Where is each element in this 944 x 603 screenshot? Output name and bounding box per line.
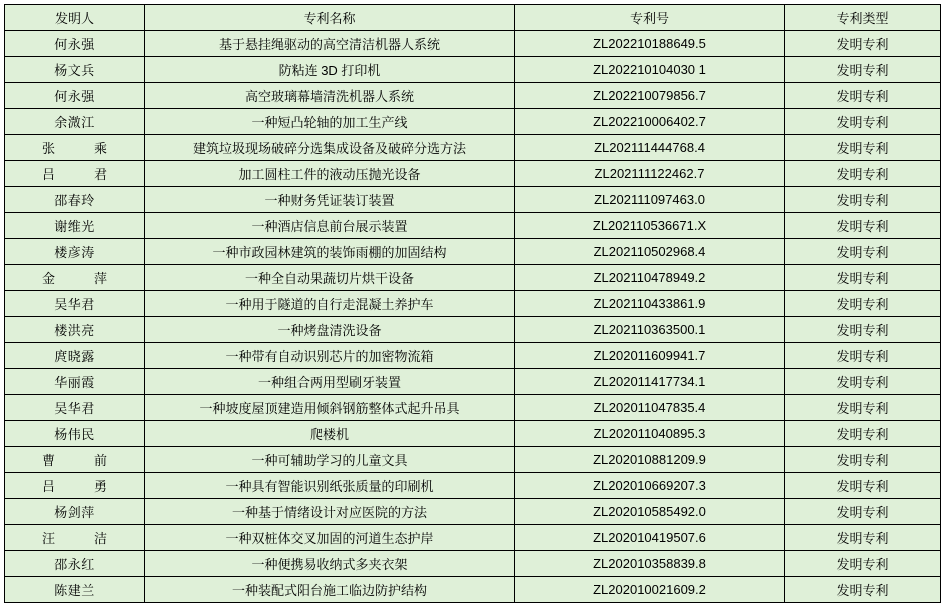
cell-patent-number: ZL202110363500.1 [515,317,785,343]
cell-patent-name: 高空玻璃幕墙清洗机器人系统 [145,83,515,109]
cell-patent-type: 发明专利 [785,239,941,265]
cell-patent-number: ZL202011417734.1 [515,369,785,395]
cell-patent-type: 发明专利 [785,577,941,603]
cell-patent-name: 爬楼机 [145,421,515,447]
cell-patent-type: 发明专利 [785,317,941,343]
cell-patent-type: 发明专利 [785,57,941,83]
cell-patent-name: 基于悬挂绳驱动的高空清洁机器人系统 [145,31,515,57]
cell-inventor-text: 金萍 [42,271,107,286]
cell-patent-name: 一种可辅助学习的儿童文具 [145,447,515,473]
cell-inventor [5,525,145,551]
cell-patent-number: ZL202111097463.0 [515,187,785,213]
cell-patent-name: 一种装配式阳台施工临边防护结构 [145,577,515,603]
cell-inventor: 杨剑萍 [5,499,145,525]
cell-inventor [5,161,145,187]
cell-patent-name: 加工圆柱工件的液动压抛光设备 [145,161,515,187]
cell-patent-number: ZL202110478949.2 [515,265,785,291]
table-row [5,447,941,473]
cell-patent-name: 一种酒店信息前台展示装置 [145,213,515,239]
cell-patent-number: ZL202110433861.9 [515,291,785,317]
cell-inventor: 吴华君 [5,395,145,421]
cell-patent-type: 发明专利 [785,187,941,213]
cell-inventor [5,265,145,291]
table-row [5,525,941,551]
cell-patent-number: ZL202210006402.7 [515,109,785,135]
cell-patent-name: 一种组合两用型刷牙装置 [145,369,515,395]
cell-inventor: 杨文兵 [5,57,145,83]
table-row [5,83,941,109]
cell-patent-number: ZL202011040895.3 [515,421,785,447]
table-row [5,239,941,265]
cell-patent-number: ZL202111122462.7 [515,161,785,187]
patent-table [4,4,941,603]
cell-patent-name: 一种坡度屋顶建造用倾斜钢筋整体式起升吊具 [145,395,515,421]
cell-patent-name: 一种财务凭证装订装置 [145,187,515,213]
cell-patent-number: ZL202010585492.0 [515,499,785,525]
cell-patent-type: 发明专利 [785,551,941,577]
table-row [5,265,941,291]
cell-patent-type: 发明专利 [785,369,941,395]
cell-inventor: 杨伟民 [5,421,145,447]
table-row [5,551,941,577]
cell-patent-type: 发明专利 [785,291,941,317]
cell-inventor: 华丽霞 [5,369,145,395]
cell-inventor: 何永强 [5,31,145,57]
cell-inventor: 邵春玲 [5,187,145,213]
cell-inventor: 楼洪亮 [5,317,145,343]
cell-inventor: 谢维光 [5,213,145,239]
cell-patent-name: 一种带有自动识别芯片的加密物流箱 [145,343,515,369]
table-row [5,291,941,317]
patent-table-body [5,5,941,603]
header-patent-type: 专利类型 [785,5,941,31]
cell-patent-type: 发明专利 [785,473,941,499]
table-row [5,395,941,421]
cell-patent-number: ZL202111444768.4 [515,135,785,161]
cell-inventor-text: 曹前 [42,453,107,468]
table-row [5,577,941,603]
cell-patent-name: 一种基于情绪设计对应医院的方法 [145,499,515,525]
cell-patent-number: ZL202011047835.4 [515,395,785,421]
table-row [5,213,941,239]
cell-patent-name: 防粘连 3D 打印机 [145,57,515,83]
table-row [5,317,941,343]
cell-inventor-text: 汪洁 [42,531,107,546]
cell-inventor: 吴华君 [5,291,145,317]
table-row [5,135,941,161]
header-patent-number: 专利号 [515,5,785,31]
cell-inventor: 邵永红 [5,551,145,577]
table-row [5,421,941,447]
cell-patent-name: 一种用于隧道的自行走混凝土养护车 [145,291,515,317]
table-row [5,499,941,525]
cell-inventor [5,447,145,473]
cell-patent-type: 发明专利 [785,395,941,421]
cell-patent-type: 发明专利 [785,343,941,369]
header-inventor: 发明人 [5,5,145,31]
cell-inventor [5,135,145,161]
cell-patent-type: 发明专利 [785,265,941,291]
cell-patent-type: 发明专利 [785,213,941,239]
table-row [5,161,941,187]
cell-patent-name: 一种全自动果蔬切片烘干设备 [145,265,515,291]
table-row [5,57,941,83]
cell-patent-number: ZL202210104030 1 [515,57,785,83]
cell-patent-number: ZL202010881209.9 [515,447,785,473]
header-patent-name: 专利名称 [145,5,515,31]
cell-inventor-text: 吕勇 [42,479,107,494]
cell-inventor-text: 吕君 [42,167,107,182]
cell-patent-number: ZL202010021609.2 [515,577,785,603]
cell-patent-number: ZL202011609941.7 [515,343,785,369]
cell-inventor: 余溦江 [5,109,145,135]
cell-inventor-text: 张乘 [42,141,107,156]
cell-patent-type: 发明专利 [785,447,941,473]
cell-inventor: 庹晓露 [5,343,145,369]
cell-patent-number: ZL202210079856.7 [515,83,785,109]
cell-patent-number: ZL202010358839.8 [515,551,785,577]
table-row [5,473,941,499]
cell-patent-name: 一种双桩体交叉加固的河道生态护岸 [145,525,515,551]
cell-patent-type: 发明专利 [785,421,941,447]
cell-patent-type: 发明专利 [785,31,941,57]
cell-patent-type: 发明专利 [785,83,941,109]
cell-inventor: 陈建兰 [5,577,145,603]
table-row [5,369,941,395]
cell-patent-name: 一种具有智能识别纸张质量的印刷机 [145,473,515,499]
cell-patent-name: 一种烤盘清洗设备 [145,317,515,343]
cell-inventor: 何永强 [5,83,145,109]
cell-patent-name: 一种市政园林建筑的装饰雨棚的加固结构 [145,239,515,265]
table-row [5,343,941,369]
table-row [5,109,941,135]
table-row [5,187,941,213]
cell-patent-type: 发明专利 [785,525,941,551]
cell-patent-number: ZL202110536671.X [515,213,785,239]
table-header-row [5,5,941,31]
cell-patent-number: ZL202010669207.3 [515,473,785,499]
cell-patent-name: 一种便携易收纳式多夹衣架 [145,551,515,577]
cell-patent-name: 建筑垃圾现场破碎分选集成设备及破碎分选方法 [145,135,515,161]
cell-patent-number: ZL202210188649.5 [515,31,785,57]
cell-inventor: 楼彦涛 [5,239,145,265]
cell-patent-name: 一种短凸轮轴的加工生产线 [145,109,515,135]
cell-patent-type: 发明专利 [785,499,941,525]
cell-patent-type: 发明专利 [785,109,941,135]
cell-patent-type: 发明专利 [785,135,941,161]
cell-patent-number: ZL202010419507.6 [515,525,785,551]
cell-patent-type: 发明专利 [785,161,941,187]
cell-patent-number: ZL202110502968.4 [515,239,785,265]
table-row [5,31,941,57]
cell-inventor [5,473,145,499]
